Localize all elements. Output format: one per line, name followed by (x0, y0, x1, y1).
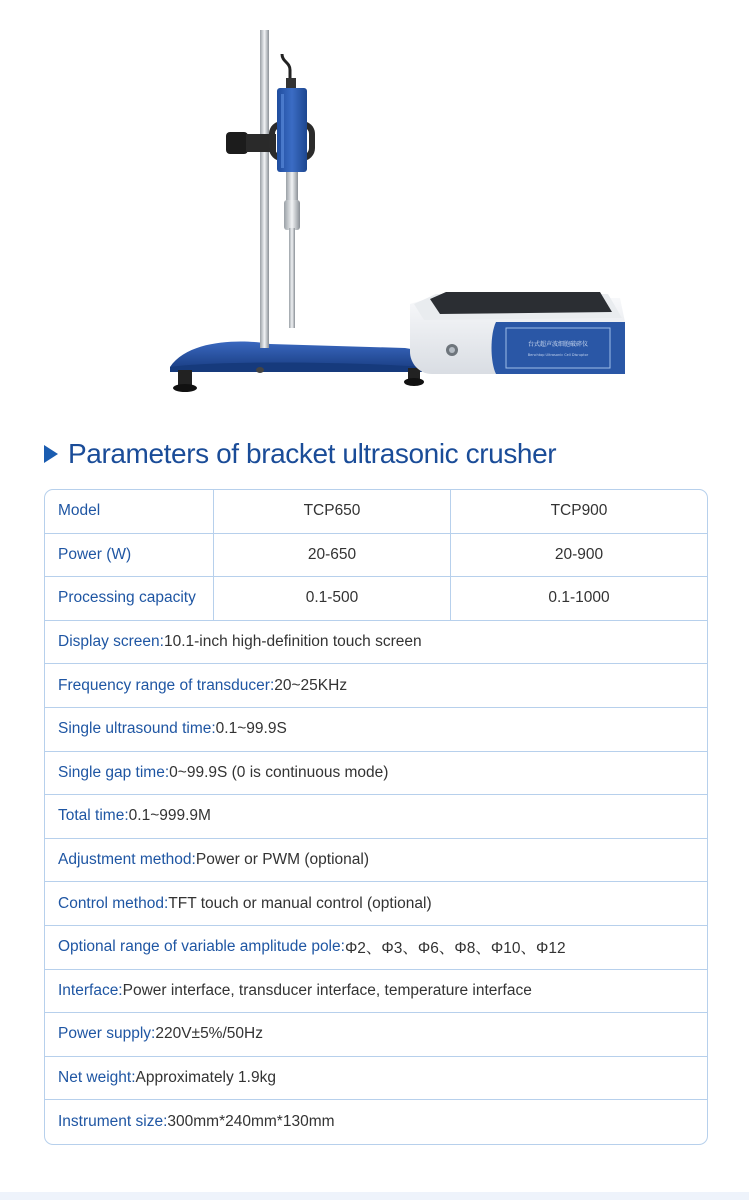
table-row (45, 1057, 707, 1101)
table-row-model (45, 490, 707, 534)
spec-key: Display screen: (58, 633, 164, 651)
spec-key: Frequency range of transducer: (58, 676, 275, 694)
spec-value: 20~25KHz (274, 676, 348, 694)
spec-key: Single ultrasound time: (58, 720, 216, 738)
support-rod (260, 30, 269, 348)
device-panel-subtitle: Benchtop Ultrasonic Cell Disruptor (527, 353, 589, 357)
parameters-table (44, 489, 708, 1145)
table-row (45, 621, 707, 665)
cell-tcp900: 0.1-1000 (548, 589, 610, 607)
heading-title: Parameters of bracket ultrasonic crusher (68, 438, 557, 469)
control-box (410, 292, 625, 374)
row-label: Power (W) (45, 534, 214, 577)
cell-tcp650: TCP650 (214, 490, 451, 533)
spec-value: 300mm*240mm*130mm (167, 1113, 335, 1131)
spec-value: 220V±5%/50Hz (155, 1025, 263, 1043)
bottom-divider (0, 1192, 749, 1200)
spec-value: TFT touch or manual control (optional) (168, 894, 432, 912)
spec-key: Instrument size: (58, 1113, 168, 1131)
table-row (45, 708, 707, 752)
table-row (45, 795, 707, 839)
spec-value: 0.1~99.9S (215, 720, 287, 738)
cell-tcp650: 20-650 (214, 534, 451, 577)
section-heading (44, 434, 556, 474)
table-row (45, 839, 707, 883)
spec-key: Interface: (58, 981, 123, 999)
transducer (277, 54, 307, 328)
table-row (45, 1100, 707, 1144)
table-row (45, 926, 707, 970)
table-row-power (45, 534, 707, 578)
spec-key: Optional range of variable amplitude pole: (58, 938, 345, 956)
spec-key: Control method: (58, 894, 169, 912)
product-image (160, 22, 630, 402)
play-arrow-icon (44, 445, 58, 463)
spec-value: 0.1~999.9M (128, 807, 211, 825)
spec-value: Approximately 1.9kg (135, 1069, 276, 1087)
table-row (45, 882, 707, 926)
cell-tcp900: TCP900 (550, 502, 608, 520)
spec-key: Adjustment method: (58, 851, 196, 869)
cell-tcp900: 20-900 (554, 545, 604, 563)
table-row-capacity (45, 577, 707, 621)
spec-key: Total time: (58, 807, 129, 825)
spec-value: Power interface, transducer interface, temperature interface (122, 981, 532, 999)
table-row (45, 752, 707, 796)
table-row (45, 664, 707, 708)
row-label: Model (45, 490, 214, 533)
device-panel-title: 台式超声波细胞破碎仪 (527, 341, 589, 348)
table-row (45, 1013, 707, 1057)
spec-key: Net weight: (58, 1069, 136, 1087)
row-label: Processing capacity (45, 577, 214, 620)
spec-value: 10.1-inch high-definition touch screen (163, 633, 422, 651)
stand-base (170, 342, 425, 392)
spec-value: Power or PWM (optional) (195, 851, 369, 869)
spec-value: 0~99.9S (0 is continuous mode) (169, 763, 389, 781)
spec-value: Φ2、Φ3、Φ6、Φ8、Φ10、Φ12 (344, 940, 566, 958)
cell-tcp650: 0.1-500 (214, 577, 451, 620)
spec-key: Power supply: (58, 1025, 156, 1043)
table-row (45, 970, 707, 1014)
spec-key: Single gap time: (58, 763, 170, 781)
